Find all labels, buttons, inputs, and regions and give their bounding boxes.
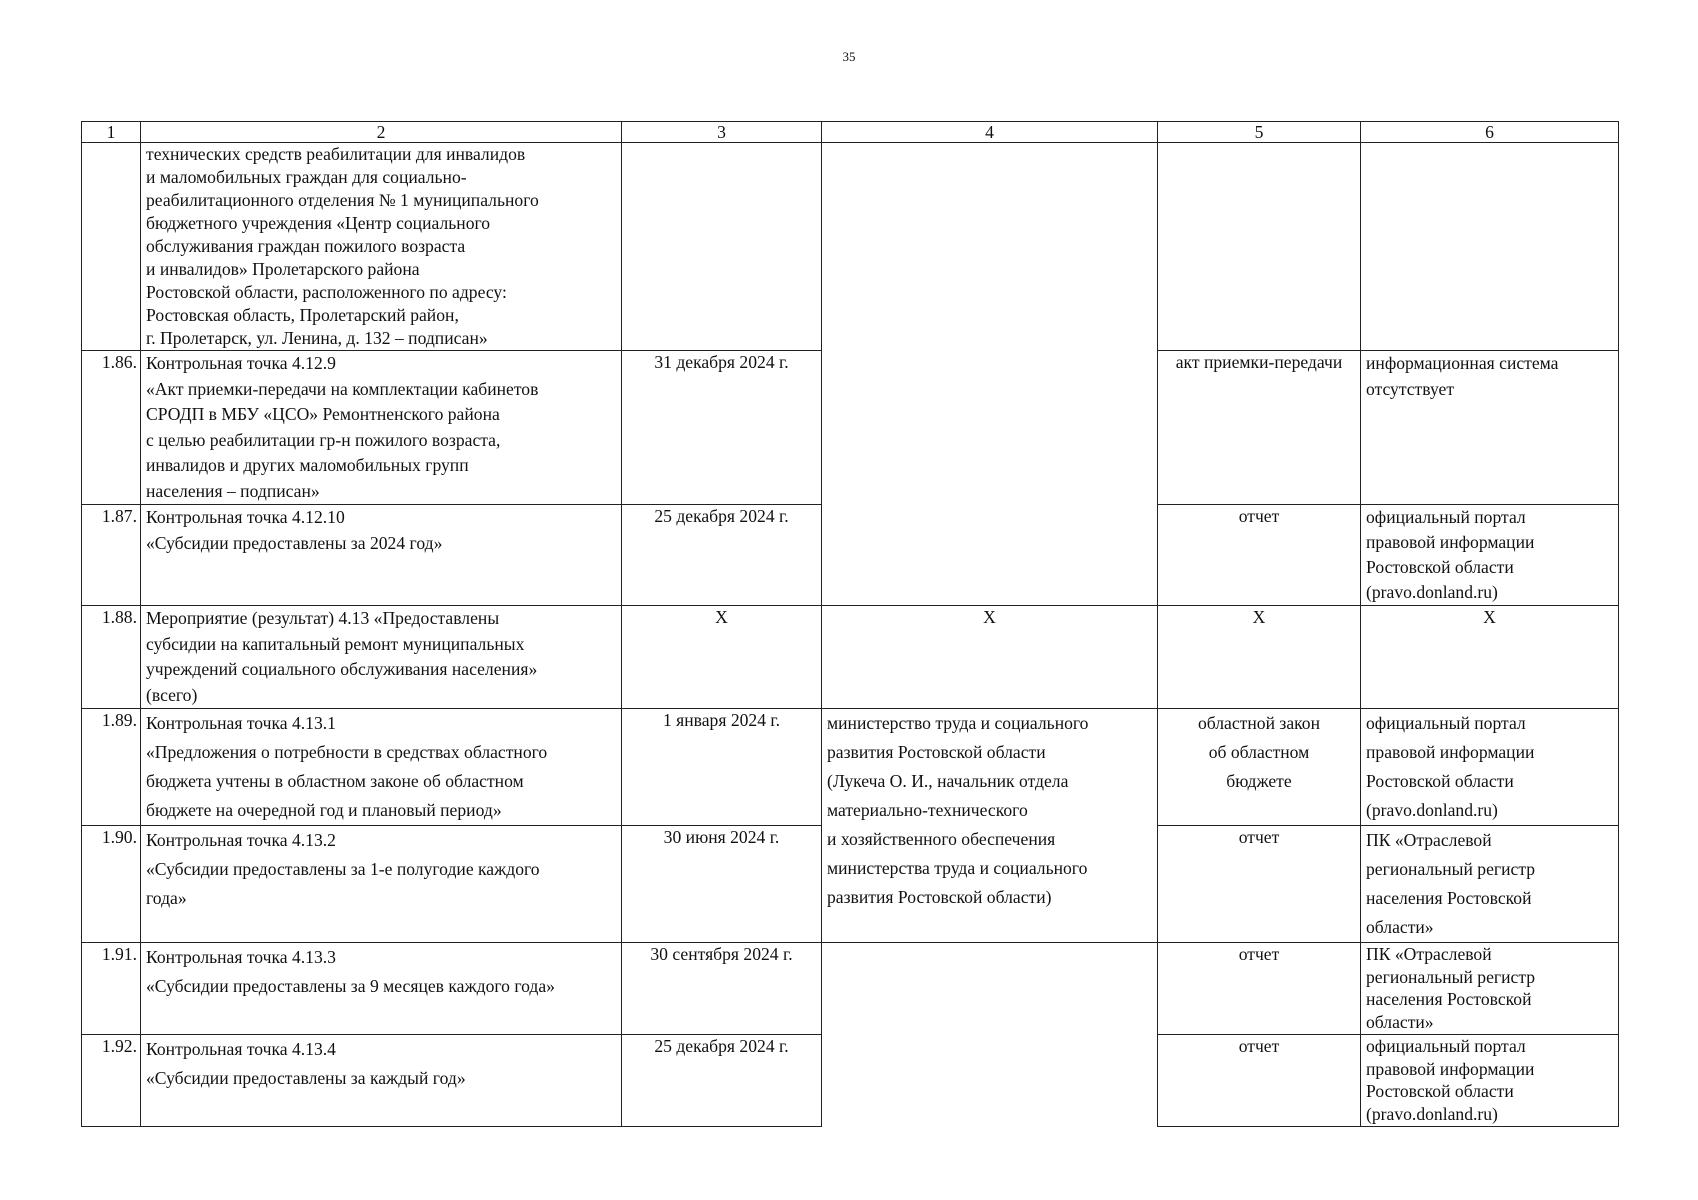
row-number: 1.88. bbox=[82, 606, 141, 709]
continued-description-cell: технических средств реабилитации для инвалидов и маломобильных граждан для социально- реабилитационного отделения № 1 муниципального бюджетного учреждения «Центр социального обслуживания граждан пожилого возраста и инвалидов» Пролетарского района Ростовской области, расположенного по адресу: Ростовская область, Пролетарский район, г. Пролетарск, ул. Ленина, д. 132 – подписан» bbox=[141, 143, 622, 351]
date-cell: 31 декабря 2024 г. bbox=[622, 351, 822, 505]
date-cell: 1 января 2024 г. bbox=[622, 709, 822, 826]
doc-type-cell bbox=[1158, 143, 1361, 351]
description-cell: Контрольная точка 4.13.1 «Предложения о потребности в средствах областного бюджета учтены в областном законе об областном бюджете на очередной год и плановый период» bbox=[141, 709, 622, 826]
description-cell: Контрольная точка 4.13.2 «Субсидии предоставлены за 1-е полугодие каждого года» bbox=[141, 826, 622, 943]
row-number: 1.90. bbox=[82, 826, 141, 943]
doc-type-cell: акт приемки-передачи bbox=[1158, 351, 1361, 505]
row-number-cell bbox=[82, 143, 141, 351]
header-cell-4: 4 bbox=[822, 122, 1158, 143]
header-row bbox=[82, 122, 1619, 143]
row-number: 1.87. bbox=[82, 505, 141, 606]
date-cell: 25 декабря 2024 г. bbox=[622, 1035, 822, 1127]
table-row-continued bbox=[82, 143, 1619, 351]
row-number: 1.89. bbox=[82, 709, 141, 826]
info-system-cell bbox=[1361, 143, 1619, 351]
doc-type-cell: отчет bbox=[1158, 826, 1361, 943]
table-row bbox=[82, 606, 1619, 709]
info-system-cell: ПК «Отраслевой региональный регистр населения Ростовской области» bbox=[1361, 943, 1619, 1035]
info-system-cell: официальный портал правовой информации Ростовской области (pravo.donland.ru) bbox=[1361, 505, 1619, 606]
info-system-cell: информационная система отсутствует bbox=[1361, 351, 1619, 505]
header-cell-5: 5 bbox=[1158, 122, 1361, 143]
description-cell: Мероприятие (результат) 4.13 «Предоставлены субсидии на капитальный ремонт муниципальных учреждений социального обслуживания населения» (всего) bbox=[141, 606, 622, 709]
header-cell-3: 3 bbox=[622, 122, 822, 143]
doc-type-cell: отчет bbox=[1158, 505, 1361, 606]
row-number: 1.86. bbox=[82, 351, 141, 505]
doc-type-cell: областной закон об областном бюджете bbox=[1158, 709, 1361, 826]
page-number: 35 bbox=[842, 49, 856, 64]
doc-type-cell: Х bbox=[1158, 606, 1361, 709]
date-cell bbox=[622, 143, 822, 351]
description-cell: Контрольная точка 4.12.10 «Субсидии предоставлены за 2024 год» bbox=[141, 505, 622, 606]
responsible-cell: министерство труда и социального развития Ростовской области (Лукеча О. И., начальник отдела материально-технического и хозяйственного обеспечения министерства труда и социального развития Ростовской области) bbox=[822, 709, 1158, 943]
description-cell: Контрольная точка 4.13.4 «Субсидии предоставлены за каждый год» bbox=[141, 1035, 622, 1127]
doc-type-cell: отчет bbox=[1158, 943, 1361, 1035]
responsible-cell bbox=[822, 943, 1158, 1127]
date-cell: 30 сентября 2024 г. bbox=[622, 943, 822, 1035]
header-cell-1: 1 bbox=[82, 122, 141, 143]
doc-type-cell: отчет bbox=[1158, 1035, 1361, 1127]
responsible-cell bbox=[822, 143, 1158, 606]
date-cell: 25 декабря 2024 г. bbox=[622, 505, 822, 606]
date-cell: 30 июня 2024 г. bbox=[622, 826, 822, 943]
row-number: 1.92. bbox=[82, 1035, 141, 1127]
info-system-cell: Х bbox=[1361, 606, 1619, 709]
row-number: 1.91. bbox=[82, 943, 141, 1035]
description-cell: Контрольная точка 4.12.9 «Акт приемки-передачи на комплектации кабинетов СРОДП в МБУ «ЦСО» Ремонтненского района с целью реабилитации гр-н пожилого возраста, инвалидов и других маломобильных групп населения – подписан» bbox=[141, 351, 622, 505]
info-system-cell: ПК «Отраслевой региональный регистр населения Ростовской области» bbox=[1361, 826, 1619, 943]
info-system-cell: официальный портал правовой информации Ростовской области (pravo.donland.ru) bbox=[1361, 1035, 1619, 1127]
table-row bbox=[82, 943, 1619, 1035]
date-cell: Х bbox=[622, 606, 822, 709]
responsible-cell: Х bbox=[822, 606, 1158, 709]
header-cell-2: 2 bbox=[141, 122, 622, 143]
table-row bbox=[82, 709, 1619, 826]
header-cell-6: 6 bbox=[1361, 122, 1619, 143]
description-cell: Контрольная точка 4.13.3 «Субсидии предоставлены за 9 месяцев каждого года» bbox=[141, 943, 622, 1035]
control-points-table bbox=[81, 121, 1619, 1127]
info-system-cell: официальный портал правовой информации Ростовской области (pravo.donland.ru) bbox=[1361, 709, 1619, 826]
